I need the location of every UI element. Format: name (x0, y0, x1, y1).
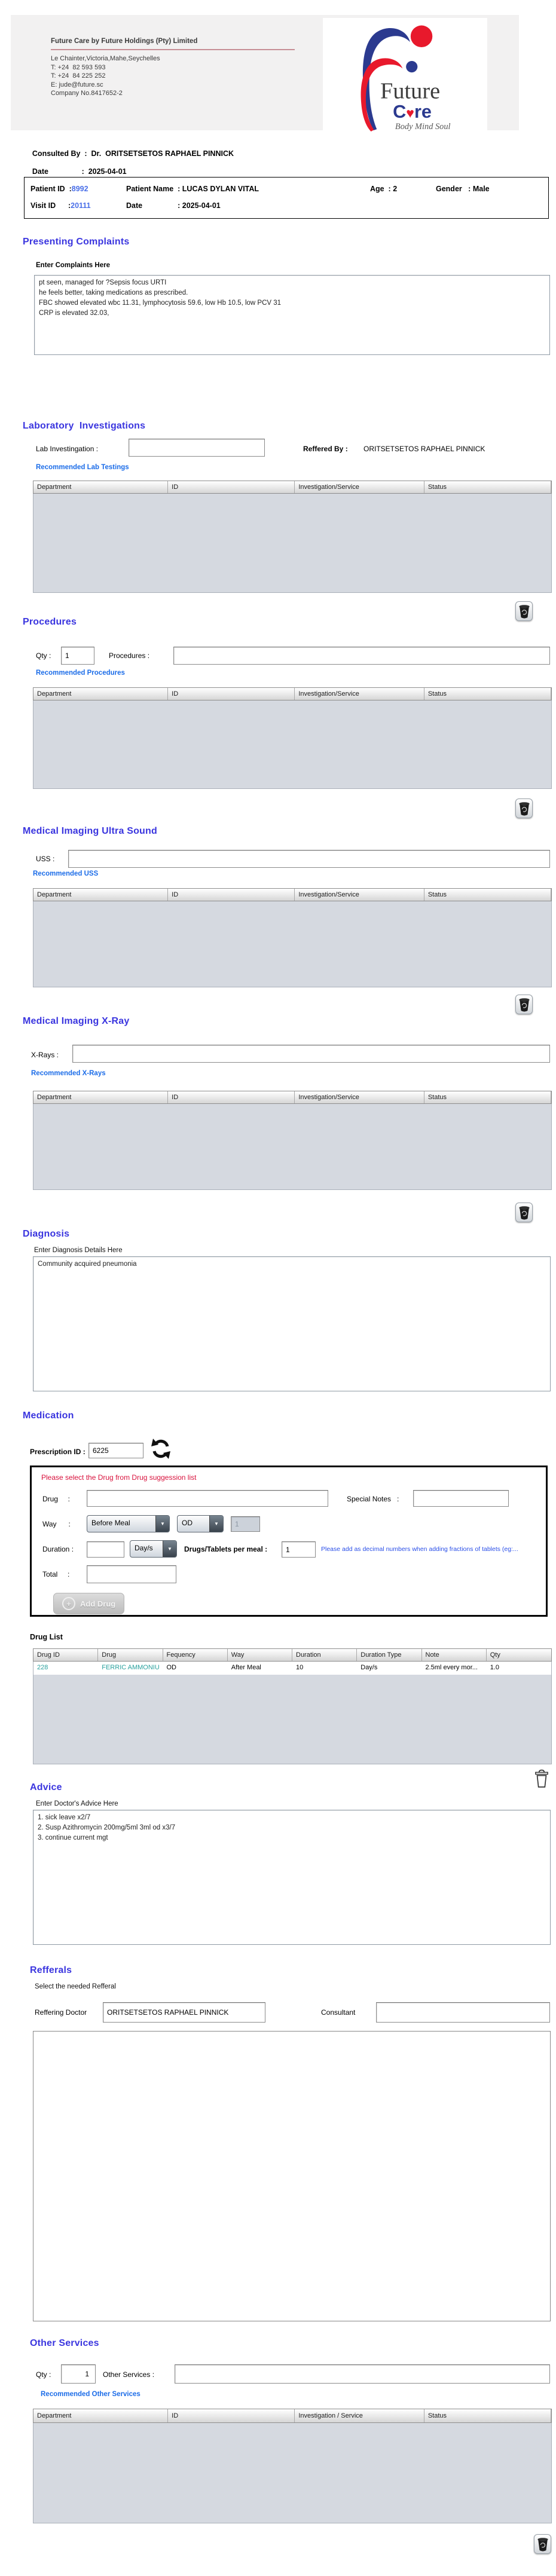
chevron-down-icon: ▼ (209, 1516, 223, 1532)
recommended-uss-link[interactable]: Recommended USS (33, 870, 99, 877)
add-drug-label: Add Drug (80, 1599, 116, 1608)
drug-entry-box (30, 1466, 548, 1617)
trash-icon (518, 998, 530, 1012)
duration-type-value: Day/s (135, 1544, 153, 1552)
per-meal-label: Drugs/Tablets per meal : (184, 1545, 268, 1553)
procedures-label: Procedures : (109, 651, 150, 660)
uss-trash-button[interactable] (515, 995, 533, 1014)
company-phone2: T: +24 84 225 252 (51, 72, 106, 79)
logo-word-future: Future (380, 78, 441, 104)
lab-investigation-label: Lab Investingation : (36, 445, 99, 453)
drug-label: Drug : (42, 1495, 71, 1503)
prescription-id-input[interactable] (88, 1443, 143, 1458)
ultrasound-title: Medical Imaging Ultra Sound (23, 826, 157, 836)
total-label: Total : (42, 1570, 70, 1578)
referrals-listbox[interactable] (33, 2031, 551, 2321)
lab-reffered-by-value: ORITSETSETOS RAPHAEL PINNICK (363, 445, 485, 453)
procedures-table-header: Department ID Investigation/Service Status (33, 687, 552, 700)
chevron-down-icon: ▼ (163, 1541, 176, 1557)
company-email: E: jude@future.sc (51, 81, 103, 88)
other-services-trash-button[interactable] (534, 2534, 551, 2554)
future-care-logo (334, 19, 483, 131)
diagnosis-title: Diagnosis (23, 1229, 70, 1239)
uss-input[interactable] (68, 850, 550, 868)
company-address: Le Chainter,Victoria,Mahe,Seychelles (51, 55, 160, 62)
per-meal-input[interactable] (282, 1541, 316, 1558)
title-underline (51, 49, 295, 50)
consult-date-value: 2025-04-01 (88, 167, 127, 176)
xray-label: X-Rays : (31, 1051, 59, 1059)
drug-note-cell: 2.5ml every mor... (425, 1664, 478, 1671)
logo-word-care-pre: C (393, 100, 407, 122)
uss-table-header: Department ID Investigation/Service Status (33, 888, 552, 901)
trash-icon (518, 801, 530, 816)
consultant-input[interactable] (376, 2002, 550, 2023)
drug-suggestion-warning: Please select the Drug from Drug suggession list (41, 1473, 197, 1482)
frequency-select-value: OD (182, 1519, 193, 1527)
other-services-label: Other Services : (103, 2370, 155, 2379)
consult-date-label: Date : (32, 167, 84, 176)
drug-qty-cell: 1.0 (490, 1664, 500, 1671)
visit-id-field: Visit ID :20111 (30, 201, 91, 210)
xray-input[interactable] (72, 1045, 550, 1063)
patient-name-value: LUCAS DYLAN VITAL (182, 185, 259, 193)
recommended-lab-testings-link[interactable]: Recommended Lab Testings (36, 464, 129, 471)
uss-label: USS : (36, 855, 55, 863)
drug-input[interactable] (87, 1490, 328, 1507)
trash-icon (518, 1206, 530, 1220)
uss-table-body[interactable] (33, 901, 552, 987)
drug-duration-cell: 10 (296, 1664, 304, 1671)
procedures-qty-label: Qty : (36, 651, 51, 660)
visit-id-value: 20111 (71, 201, 91, 210)
advice-title: Advice (30, 1782, 62, 1792)
company-title: Future Care by Future Holdings (Pty) Limited (51, 38, 198, 45)
lab-trash-button[interactable] (515, 601, 533, 621)
procedures-title: Procedures (23, 617, 77, 627)
other-services-qty-label: Qty : (36, 2370, 51, 2379)
patient-name-field: Patient Name : LUCAS DYLAN VITAL (126, 185, 259, 193)
reffering-doctor-input[interactable] (103, 2002, 265, 2023)
trash-icon (537, 2537, 549, 2551)
drug-list-header: Drug ID Drug Fequency Way Duration Duration Type Note Qty (33, 1648, 552, 1662)
drug-list-label: Drug List (30, 1633, 63, 1641)
trash-icon (518, 604, 530, 619)
xray-table-header: Department ID Investigation/Service Status (33, 1091, 552, 1104)
duration-input[interactable] (87, 1541, 124, 1558)
drug-id-cell: 228 (37, 1664, 48, 1671)
procedures-table-body[interactable] (33, 700, 552, 789)
way-select[interactable] (87, 1515, 170, 1532)
plus-icon: + (62, 1597, 75, 1610)
advice-textarea[interactable] (33, 1810, 551, 1945)
drug-way-cell: After Meal (231, 1664, 261, 1671)
complaints-textarea[interactable] (34, 275, 550, 355)
consulted-by-label: Consulted By : (32, 149, 87, 158)
svg-text:C♥re (393, 101, 432, 122)
way-select-value: Before Meal (91, 1519, 130, 1527)
drug-list-body[interactable] (33, 1675, 552, 1764)
drug-frequency-cell: OD (166, 1664, 176, 1671)
special-notes-label: Special Notes : (347, 1495, 399, 1503)
logo-box (323, 18, 487, 131)
company-phone1: T: +24 82 593 593 (51, 63, 106, 71)
special-notes-input[interactable] (413, 1490, 509, 1507)
prescription-id-label: Prescription ID : (30, 1448, 85, 1456)
heart-icon: ♥ (406, 105, 414, 121)
visit-date-value: 2025-04-01 (182, 201, 221, 210)
lab-reffered-by-label: Reffered By : (303, 445, 348, 453)
logo-tagline: Body Mind Soul (395, 122, 451, 131)
xray-table-body[interactable] (33, 1104, 552, 1190)
gender-field: Gender : Male (436, 185, 490, 193)
age-value: 2 (393, 185, 398, 193)
company-number: Company No.8417652-2 (51, 90, 123, 97)
refresh-icon (151, 1438, 171, 1460)
other-services-title: Other Services (30, 2338, 99, 2348)
other-services-qty-input[interactable] (61, 2364, 96, 2384)
procedures-input[interactable] (173, 647, 550, 665)
refresh-prescription-button[interactable] (151, 1438, 171, 1463)
advice-label: Enter Doctor's Advice Here (36, 1800, 118, 1807)
other-services-input[interactable] (175, 2364, 550, 2384)
visit-date-field: Date : 2025-04-01 (126, 201, 221, 210)
recommended-xrays-link[interactable]: Recommended X-Rays (31, 1070, 106, 1077)
presenting-complaints-title: Presenting Complaints (23, 237, 130, 247)
total-input[interactable] (87, 1565, 176, 1583)
patient-id-value: 8992 (71, 185, 88, 193)
drug-name-cell: FERRIC AMMONIU (102, 1664, 160, 1671)
age-field: Age : 2 (370, 185, 398, 193)
patient-id-field: Patient ID :8992 (30, 185, 88, 193)
consulted-by-value: Dr. ORITSETSETOS RAPHAEL PINNICK (91, 149, 234, 158)
fraction-note: Please add as decimal numbers when adding fractions of tablets (eg:... (321, 1546, 518, 1553)
drug-duration-type-cell: Day/s (361, 1664, 378, 1671)
chevron-down-icon: ▼ (155, 1516, 169, 1532)
gender-value: Male (472, 185, 490, 193)
complaints-label: Enter Complaints Here (36, 262, 110, 269)
lab-table-header: Department ID Investigation/Service Status (33, 481, 552, 494)
recommended-procedures-link[interactable]: Recommended Procedures (36, 669, 125, 677)
medication-title: Medication (23, 1411, 74, 1421)
duration-label: Duration : (42, 1545, 74, 1553)
trash-outline-icon (534, 1769, 549, 1788)
lab-table-body[interactable] (33, 494, 552, 593)
reffering-doctor-label: Reffering Doctor (35, 2008, 87, 2017)
diagnosis-textarea[interactable] (33, 1256, 551, 1391)
frequency-select[interactable] (177, 1515, 224, 1532)
add-drug-button[interactable] (53, 1593, 124, 1614)
other-services-table-body[interactable] (33, 2423, 552, 2523)
diagnosis-label: Enter Diagnosis Details Here (34, 1247, 123, 1254)
duration-type-select[interactable] (130, 1540, 177, 1558)
other-services-table-header: Department ID Investigation / Service Status (33, 2409, 552, 2423)
xray-trash-button[interactable] (515, 1203, 533, 1222)
way-label: Way : (42, 1520, 71, 1528)
patient-info-box (24, 177, 549, 219)
letterhead-panel (11, 15, 519, 130)
xray-title: Medical Imaging X-Ray (23, 1016, 130, 1026)
recommended-other-services-link[interactable]: Recommended Other Services (41, 2391, 140, 2398)
logo-word-care-post: re (414, 100, 432, 122)
way-qty-input (231, 1516, 260, 1532)
consultant-label: Consultant (321, 2008, 356, 2017)
drug-list-row[interactable] (33, 1662, 552, 1675)
laboratory-title: Laboratory Investigations (23, 421, 146, 431)
procedures-trash-button[interactable] (515, 799, 533, 818)
procedures-qty-input[interactable] (61, 647, 94, 665)
advice-trash-button[interactable] (534, 1769, 549, 1791)
referrals-title: Refferals (30, 1965, 72, 1975)
lab-investigation-input[interactable] (129, 439, 265, 457)
referrals-subtitle: Select the needed Refferal (35, 1983, 116, 1990)
